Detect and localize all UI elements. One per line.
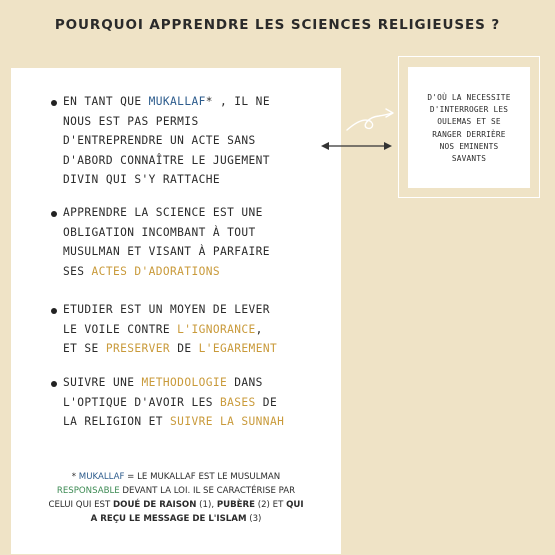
text-segment: DE bbox=[170, 342, 199, 355]
highlighted-term: ACTES D'ADORATIONS bbox=[91, 264, 220, 278]
highlighted-term: BASES bbox=[219, 395, 256, 409]
text-segment: QUI bbox=[286, 500, 304, 510]
text-segment: (3) bbox=[246, 514, 262, 524]
text-segment: * , IL NE bbox=[205, 95, 270, 108]
text-segment: DANS bbox=[227, 376, 263, 389]
side-note-line: D'INTERROGER LES bbox=[429, 105, 509, 115]
side-note-line: D'OÙ LA NECESSITE bbox=[427, 93, 511, 102]
text-segment: (2) ET bbox=[255, 500, 287, 510]
highlighted-term: L'IGNORANCE bbox=[177, 322, 256, 336]
text-segment: NOUS EST PAS PERMIS bbox=[63, 114, 199, 128]
page-title: POURQUOI APPRENDRE LES SCIENCES RELIGIEUSES ? bbox=[54, 17, 501, 33]
text-segment: DEVANT LA LOI. IL SE CARACTÉRISE PAR bbox=[119, 486, 296, 496]
curly-arrow-icon bbox=[347, 109, 393, 130]
text-segment: , bbox=[255, 322, 263, 336]
highlighted-term: METHODOLOGIE bbox=[141, 376, 228, 389]
highlighted-term: SUIVRE LA SUNNAH bbox=[170, 415, 285, 428]
text-segment: DIVIN QUI S'Y RATTACHE bbox=[63, 173, 220, 186]
text-segment: SUIVRE UNE bbox=[63, 376, 142, 389]
text-segment: ETUDIER EST UN MOYEN DE LEVER bbox=[63, 303, 270, 316]
highlighted-term: PRESERVER bbox=[105, 342, 171, 355]
text-segment: LA RELIGION ET bbox=[63, 415, 171, 428]
highlighted-term: L'EGAREMENT bbox=[198, 342, 278, 355]
text-segment: DE bbox=[255, 395, 278, 409]
text-segment: LE VOILE CONTRE bbox=[63, 322, 178, 336]
text-segment: EN TANT QUE bbox=[63, 95, 149, 108]
side-note-line: NOS EMINENTS bbox=[439, 141, 499, 151]
text-segment: = LE MUKALLAF EST LE MUSULMAN bbox=[124, 472, 281, 482]
text-segment: D'ENTREPRENDRE UN ACTE SANS bbox=[63, 134, 256, 147]
text-segment: APPRENDRE LA SCIENCE EST UNE bbox=[63, 206, 263, 219]
text-segment: CELUI QUI EST bbox=[48, 500, 113, 510]
text-segment: D'ABORD CONNAÎTRE LE JUGEMENT bbox=[63, 153, 270, 167]
highlighted-term: RESPONSABLE bbox=[56, 486, 120, 496]
text-segment: DOUÉ DE RAISON bbox=[113, 500, 197, 510]
text-segment: PUBÈRE bbox=[216, 500, 255, 510]
side-note-line: RANGER DERRIÈRE bbox=[432, 129, 506, 139]
text-segment: SES bbox=[63, 264, 92, 278]
double-arrow-icon bbox=[321, 142, 392, 150]
text-segment: OBLIGATION INCOMBANT À TOUT bbox=[63, 225, 256, 239]
side-note-line: OULEMAS ET SE bbox=[437, 117, 501, 127]
highlighted-term: MUKALLAF bbox=[78, 472, 125, 482]
text-segment: * bbox=[71, 472, 79, 482]
highlighted-term: MUKALLAF bbox=[148, 95, 206, 108]
text-segment: ET SE bbox=[63, 342, 106, 355]
text-segment: MUSULMAN ET VISANT À PARFAIRE bbox=[63, 245, 270, 258]
text-segment: (1), bbox=[196, 500, 217, 510]
text-segment: L'OPTIQUE D'AVOIR LES bbox=[63, 395, 220, 409]
side-note-line: SAVANTS bbox=[451, 154, 487, 164]
text-segment: A REÇU LE MESSAGE DE L'ISLAM bbox=[90, 514, 247, 524]
